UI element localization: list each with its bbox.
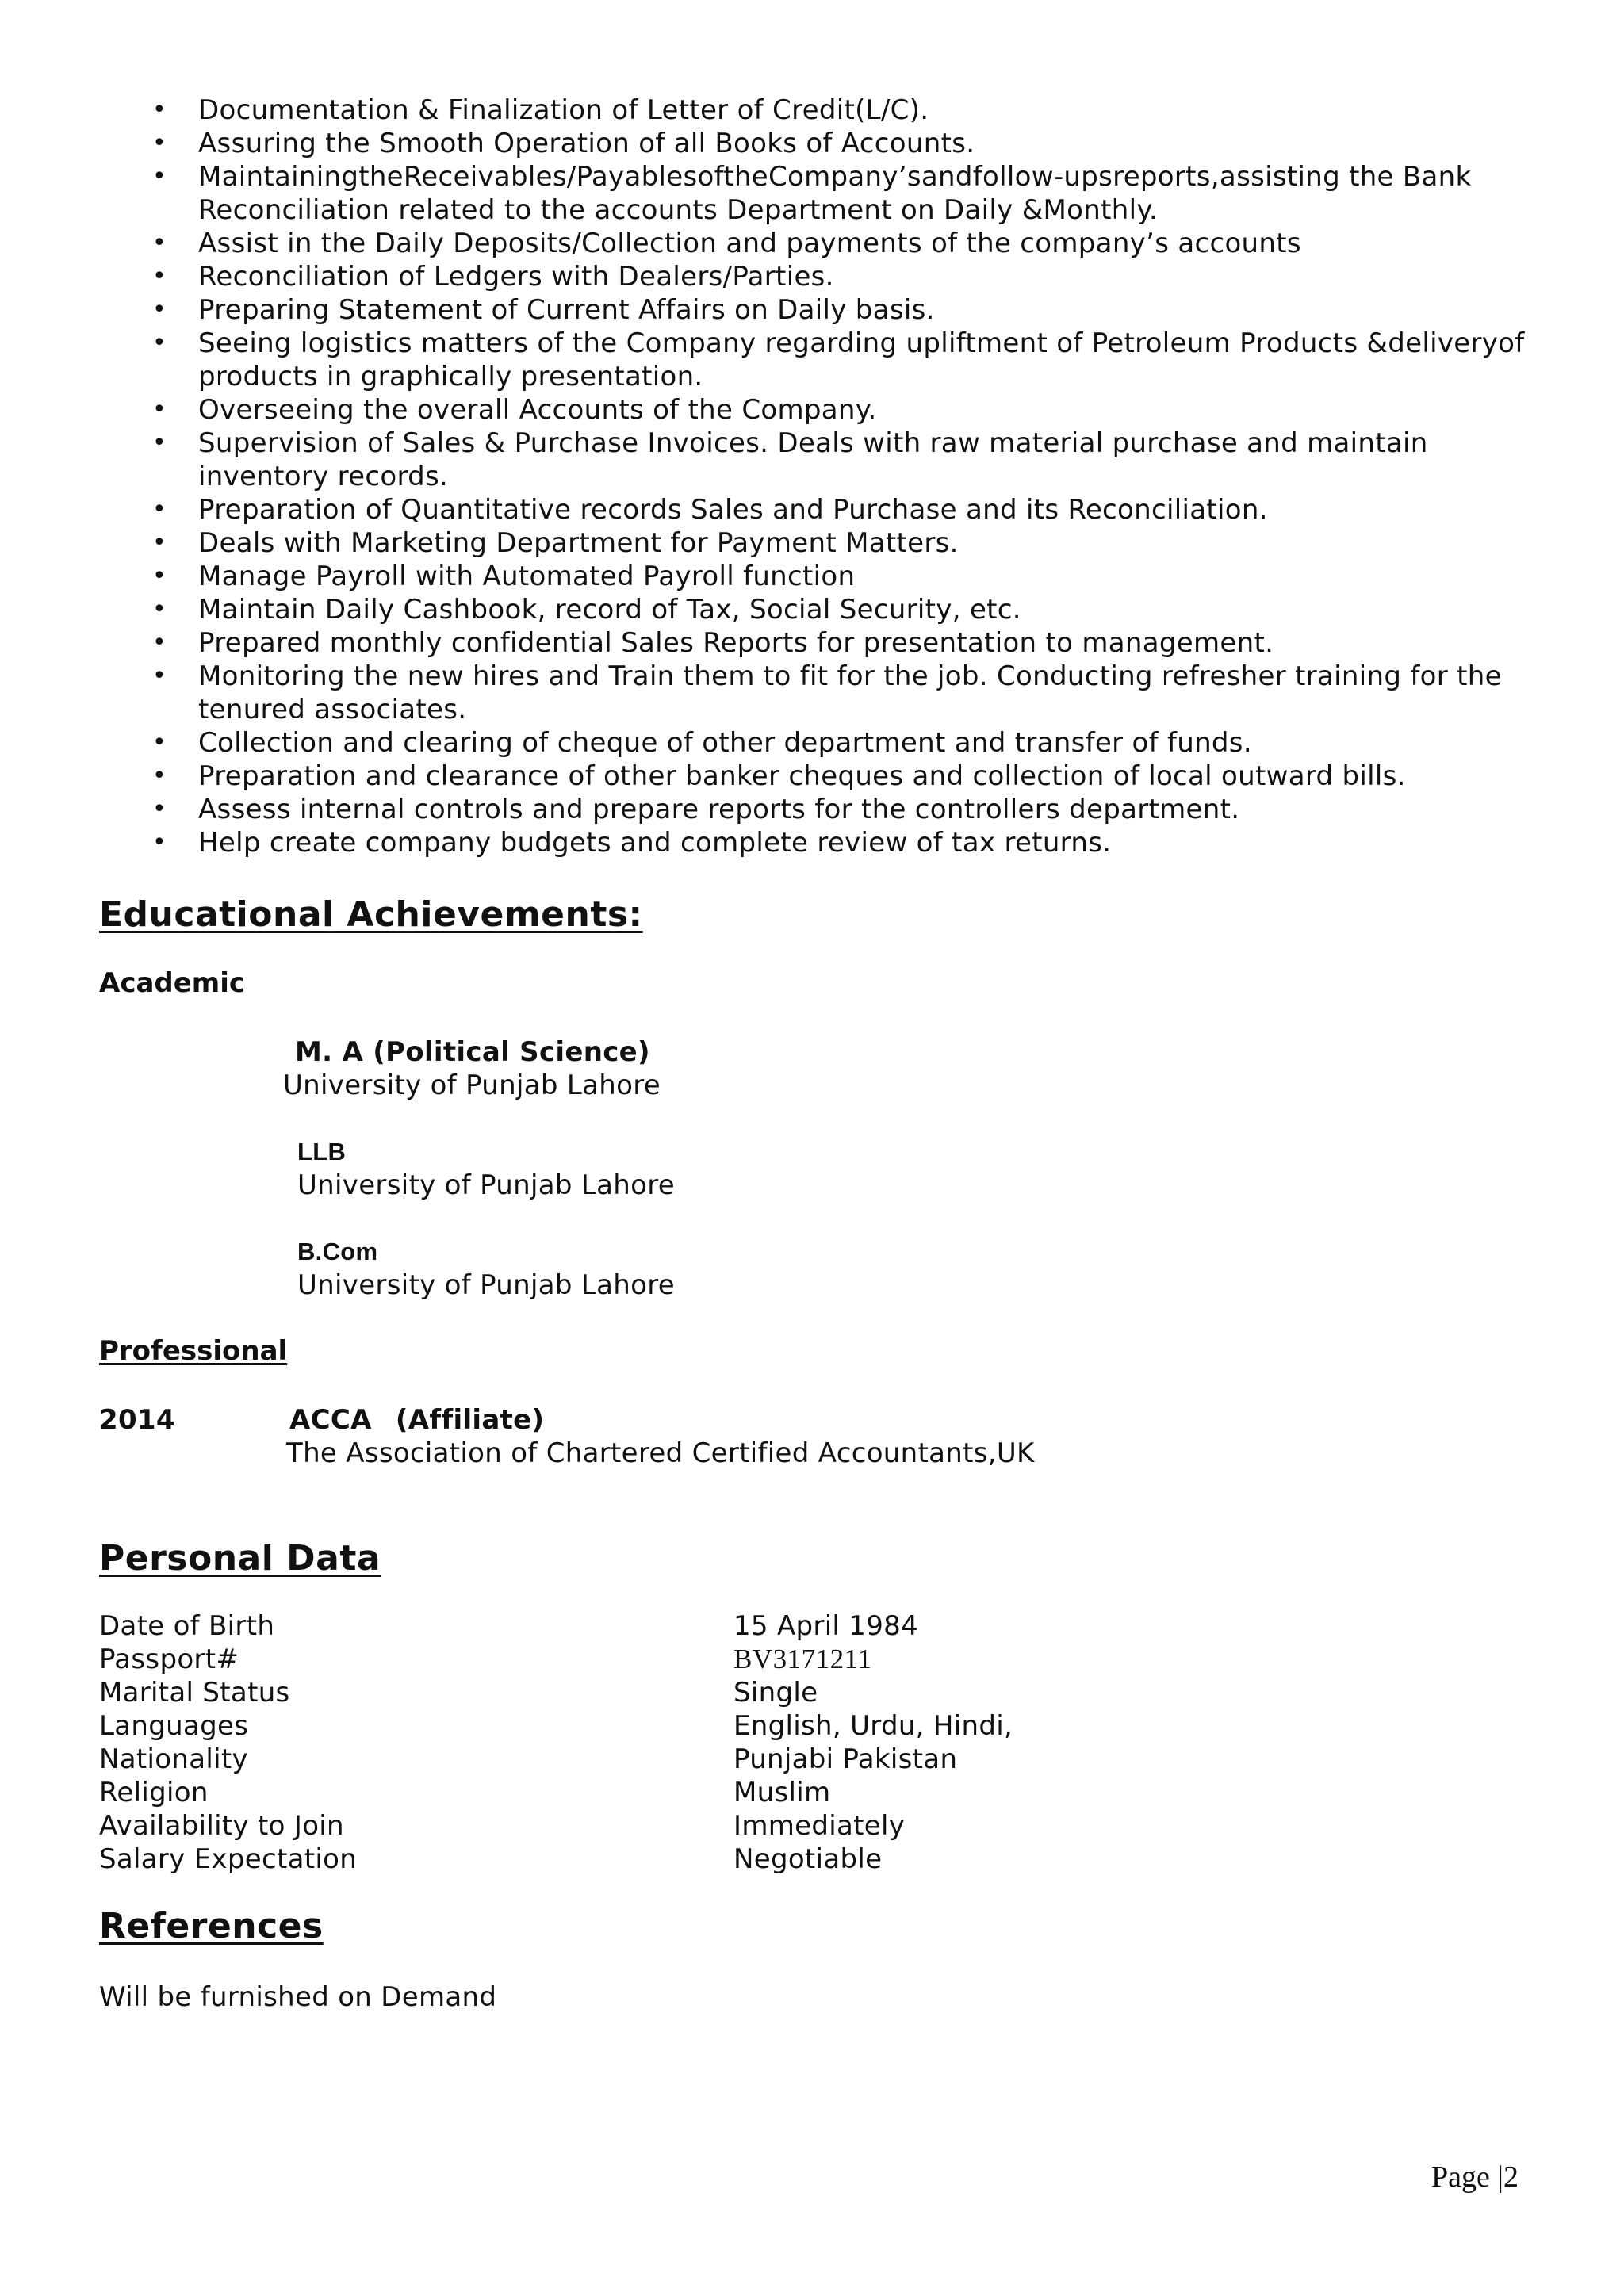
duty-item: • Deals with Marketing Department for Payment Matters. bbox=[198, 526, 1546, 560]
degree-bcom-institution: University of Punjab Lahore bbox=[297, 1269, 675, 1301]
personal-label: Salary Expectation bbox=[99, 1843, 358, 1875]
professional-year: 2014 bbox=[99, 1404, 175, 1436]
degree-bcom bbox=[297, 1235, 377, 1269]
duty-item: • Documentation & Finalization of Letter of Credit(L/C). bbox=[198, 94, 1546, 127]
degree-title: M. A (Political Science) bbox=[295, 1036, 650, 1068]
page-number: Page |2 bbox=[1431, 2160, 1519, 2194]
personal-data-heading: Personal Data bbox=[99, 1538, 381, 1578]
degree-title: B.Com bbox=[297, 1238, 378, 1265]
job-duties-list bbox=[198, 94, 1546, 859]
personal-label: Passport# bbox=[99, 1644, 239, 1675]
personal-label: Marital Status bbox=[99, 1677, 290, 1709]
duty-item: • MaintainingtheReceivables/PayablesoftheCompany’sandfollow-upsreports,assisting the Bank Reconciliation related to the accounts Department on Daily &Monthly. bbox=[198, 160, 1546, 227]
professional-title: ACCA (Affiliate) bbox=[289, 1404, 545, 1436]
duty-item: • Manage Payroll with Automated Payroll function bbox=[198, 560, 1546, 593]
education-heading: Educational Achievements: bbox=[99, 894, 643, 935]
personal-label: Date of Birth bbox=[99, 1610, 275, 1642]
personal-label: Availability to Join bbox=[99, 1810, 344, 1842]
duty-item: • Supervision of Sales & Purchase Invoices. Deals with raw material purchase and maintain inventory records. bbox=[198, 427, 1546, 493]
duty-item: • Seeing logistics matters of the Company regarding upliftment of Petroleum Products &deliveryof products in graphically presentation. bbox=[198, 327, 1546, 393]
duty-item: • Assess internal controls and prepare reports for the controllers department. bbox=[198, 793, 1546, 826]
personal-value: BV3171211 bbox=[733, 1644, 872, 1674]
degree-llb bbox=[297, 1135, 346, 1169]
duty-item: • Preparing Statement of Current Affairs on Daily basis. bbox=[198, 293, 1546, 327]
personal-value: Punjabi Pakistan bbox=[733, 1743, 958, 1775]
references-text: Will be furnished on Demand bbox=[99, 1981, 497, 2013]
personal-value: Muslim bbox=[733, 1777, 831, 1808]
professional-institution: The Association of Chartered Certified Accountants,UK bbox=[286, 1437, 1035, 1469]
personal-value: 15 April 1984 bbox=[733, 1610, 919, 1642]
personal-value: Immediately bbox=[733, 1810, 906, 1842]
duty-item: • Reconciliation of Ledgers with Dealers/Parties. bbox=[198, 260, 1546, 293]
degree-ma bbox=[295, 1035, 650, 1069]
personal-value: Single bbox=[733, 1677, 818, 1709]
personal-label: Nationality bbox=[99, 1743, 248, 1775]
degree-llb-institution: University of Punjab Lahore bbox=[297, 1169, 675, 1201]
references-heading: References bbox=[99, 1906, 324, 1946]
duty-item: • Assist in the Daily Deposits/Collection and payments of the company’s accounts bbox=[198, 227, 1546, 260]
degree-title: LLB bbox=[297, 1138, 347, 1165]
duty-item: • Assuring the Smooth Operation of all Books of Accounts. bbox=[198, 127, 1546, 160]
duty-item: • Prepared monthly confidential Sales Reports for presentation to management. bbox=[198, 626, 1546, 660]
duty-item: • Preparation of Quantitative records Sales and Purchase and its Reconciliation. bbox=[198, 493, 1546, 526]
duty-item: • Maintain Daily Cashbook, record of Tax, Social Security, etc. bbox=[198, 593, 1546, 626]
duty-item: • Help create company budgets and complete review of tax returns. bbox=[198, 826, 1546, 859]
personal-label: Religion bbox=[99, 1777, 209, 1808]
personal-label: Languages bbox=[99, 1710, 249, 1742]
academic-label: Academic bbox=[99, 967, 246, 999]
personal-value: English, Urdu, Hindi, bbox=[733, 1710, 1013, 1742]
degree-ma-institution: University of Punjab Lahore bbox=[283, 1070, 661, 1101]
duty-item: • Monitoring the new hires and Train them to fit for the job. Conducting refresher training for the tenured associates. bbox=[198, 660, 1546, 726]
duty-item: • Collection and clearing of cheque of other department and transfer of funds. bbox=[198, 726, 1546, 760]
professional-label: Professional bbox=[99, 1335, 288, 1367]
duty-item: • Preparation and clearance of other banker cheques and collection of local outward bills. bbox=[198, 760, 1546, 793]
personal-value: Negotiable bbox=[733, 1843, 883, 1875]
duty-item: • Overseeing the overall Accounts of the Company. bbox=[198, 393, 1546, 427]
